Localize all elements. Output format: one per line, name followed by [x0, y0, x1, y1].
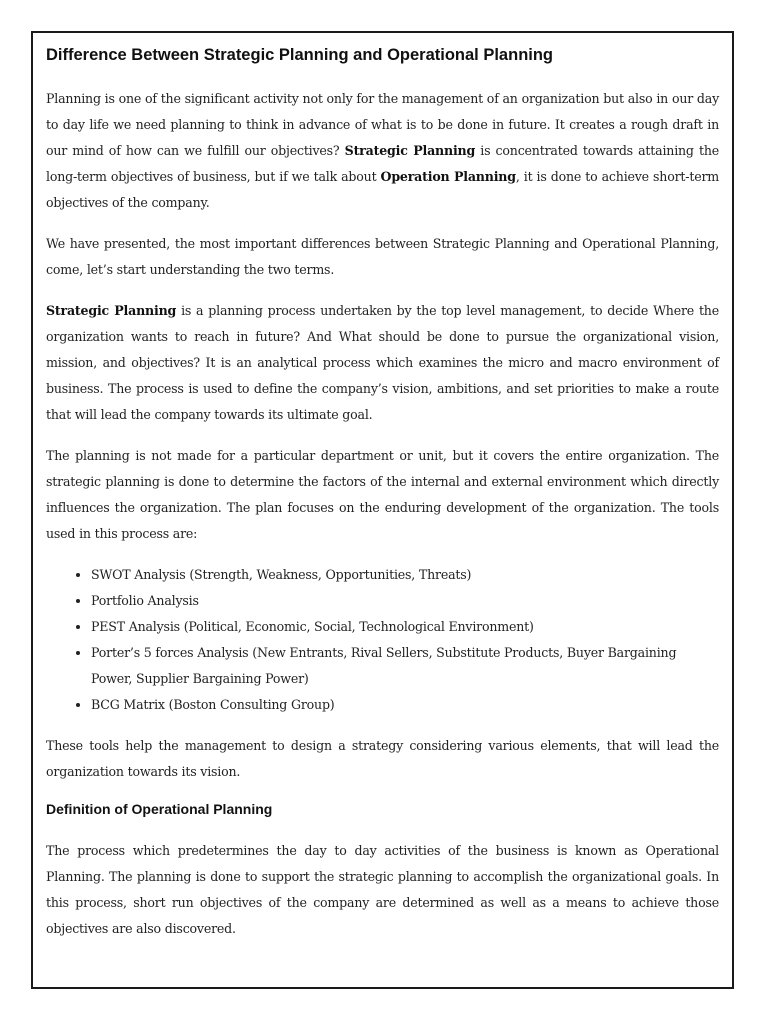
list-item: • SWOT Analysis (Strength, Weakness, Opportunities, Threats) — [91, 562, 719, 588]
page-title: Difference Between Strategic Planning and Operational Planning — [46, 46, 554, 64]
operation-planning-term: Operation Planning — [380, 169, 516, 185]
intro-text-d: , it is done to achieve short-term objectives of the company. — [46, 169, 720, 211]
strategic-scope-paragraph: The planning is not made for a particular department or unit, but it covers the entire organization. The strategic planning is done to determine the factors of the internal and external environment which directly influences the organization. The plan focuses on the enduring development of the organization. The tools used in this process are: — [46, 448, 719, 542]
strategic-planning-term: Strategic Planning — [344, 143, 476, 159]
list-item: • Porter’s 5 forces Analysis (New Entrants, Rival Sellers, Substitute Products, Buyer Bargaining Power, Supplier Bargaining Power) — [91, 640, 719, 692]
strategic-definition-text: is a planning process undertaken by the top level management, to decide Where the organization wants to reach in future? And What should be done to pursue the organizational vision, mission, and objectives? It is an analytical process which examines the micro and macro environment of business. The process is used to define the company’s vision, ambitions, and set priorities to make a route that will lead the company towards its ultimate goal. — [46, 303, 719, 423]
strategic-definition-paragraph — [46, 298, 719, 428]
tools-list — [46, 562, 719, 718]
operational-heading: Definition of Operational Planning — [46, 801, 273, 818]
intro-paragraph — [46, 86, 719, 216]
document-page — [31, 31, 734, 989]
list-item: • Portfolio Analysis — [91, 588, 719, 614]
tools-summary-paragraph: These tools help the management to design a strategy considering various elements, that will lead the organization towards its vision. — [46, 738, 719, 780]
overview-paragraph: We have presented, the most important differences between Strategic Planning and Operational Planning, come, let’s start understanding the two terms. — [46, 236, 719, 278]
list-item: • BCG Matrix (Boston Consulting Group) — [91, 692, 719, 718]
operational-definition-paragraph: The process which predetermines the day to day activities of the business is known as Operational Planning. The planning is done to support the strategic planning to accomplish the organizational goals. In this process, short run objectives of the company are determined as well as a means to achieve those objectives are also discovered. — [46, 842, 719, 936]
intro-text-a: Planning is one of the significant activity not only for the management of an organization but also in our day to day life we need planning to think in advance of what is to be done in future. It creates a rough draft in our mind of how can we fulfill our objectives? — [46, 91, 719, 159]
list-item: • PEST Analysis (Political, Economic, Social, Technological Environment) — [91, 614, 719, 640]
strategic-planning-term: Strategic Planning — [46, 303, 177, 319]
intro-text-c: is concentrated towards attaining the long-term objectives of business, but if we talk about — [46, 143, 719, 185]
